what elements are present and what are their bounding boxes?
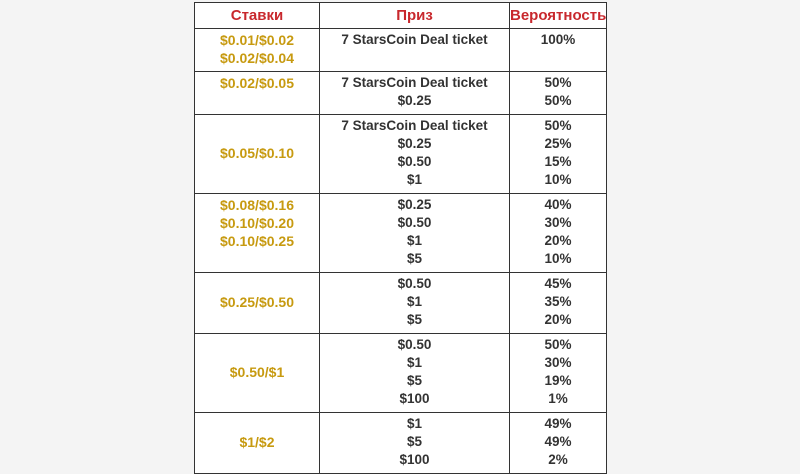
probability-value: 100% — [540, 32, 576, 47]
probability-value: 30% — [544, 215, 572, 230]
probability-cell — [510, 194, 607, 273]
probability-value: 49% — [544, 416, 572, 431]
stakes-cell — [195, 115, 320, 194]
header-stakes: Ставки — [195, 3, 320, 29]
table-row — [195, 334, 607, 413]
probability-value: 50% — [544, 118, 572, 133]
stake-value: $0.50/$1 — [229, 364, 285, 380]
table-row — [195, 29, 607, 72]
prize-value: $5 — [406, 434, 423, 449]
stake-value: $0.02/$0.05 — [220, 75, 294, 91]
prize-cell — [320, 334, 510, 413]
probability-cell — [510, 334, 607, 413]
probability-value: 50% — [544, 93, 572, 108]
prize-value: $0.50 — [397, 215, 432, 230]
probability-value: 30% — [544, 355, 572, 370]
stakes-cell — [195, 413, 320, 474]
stakes-cell — [195, 72, 320, 115]
prize-value: $5 — [406, 312, 423, 327]
probability-value: 40% — [544, 197, 572, 212]
prize-value: $0.50 — [397, 154, 432, 169]
prize-value: $0.25 — [397, 136, 432, 151]
prize-value: $0.50 — [397, 337, 432, 352]
prize-value: $100 — [399, 452, 430, 467]
stake-value: $0.10/$0.25 — [220, 233, 294, 249]
stake-value: $0.08/$0.16 — [220, 197, 294, 213]
probability-value: 20% — [544, 312, 572, 327]
prize-table — [194, 2, 607, 474]
probability-value: 2% — [548, 452, 568, 467]
prize-value: 7 StarsCoin Deal ticket — [341, 32, 488, 47]
table-row — [195, 194, 607, 273]
header-prize: Приз — [320, 3, 510, 29]
stake-value: $0.05/$0.10 — [220, 145, 294, 161]
probability-value: 15% — [544, 154, 572, 169]
stakes-cell — [195, 29, 320, 72]
prize-cell — [320, 413, 510, 474]
stakes-cell — [195, 334, 320, 413]
probability-cell — [510, 413, 607, 474]
prize-value: 7 StarsCoin Deal ticket — [341, 118, 488, 133]
header-row — [195, 3, 607, 29]
prize-cell — [320, 72, 510, 115]
prize-value: $0.25 — [397, 93, 432, 108]
header-probability: Вероятность — [510, 3, 607, 29]
prize-cell — [320, 273, 510, 334]
probability-cell — [510, 72, 607, 115]
prize-cell — [320, 194, 510, 273]
prize-value: $1 — [406, 355, 423, 370]
probability-value: 25% — [544, 136, 572, 151]
prize-value: $5 — [406, 373, 423, 388]
prize-value: 7 StarsCoin Deal ticket — [341, 75, 488, 90]
stake-value: $1/$2 — [239, 434, 275, 450]
prize-value: $1 — [406, 294, 423, 309]
probability-value: 35% — [544, 294, 572, 309]
prize-value: $100 — [399, 391, 430, 406]
probability-value: 50% — [544, 75, 572, 90]
probability-value: 10% — [544, 172, 572, 187]
probability-cell — [510, 273, 607, 334]
prize-value: $1 — [406, 416, 423, 431]
probability-cell — [510, 29, 607, 72]
probability-value: 45% — [544, 276, 572, 291]
table-row — [195, 413, 607, 474]
prize-cell — [320, 115, 510, 194]
table-row — [195, 72, 607, 115]
table-row — [195, 273, 607, 334]
stakes-cell — [195, 273, 320, 334]
prize-value: $0.50 — [397, 276, 432, 291]
probability-value: 20% — [544, 233, 572, 248]
probability-value: 49% — [544, 434, 572, 449]
stakes-cell — [195, 194, 320, 273]
prize-value: $0.25 — [397, 197, 432, 212]
stake-value: $0.25/$0.50 — [220, 294, 294, 310]
prize-value: $1 — [406, 172, 423, 187]
probability-value: 10% — [544, 251, 572, 266]
table-row — [195, 115, 607, 194]
probability-cell — [510, 115, 607, 194]
probability-value: 50% — [544, 337, 572, 352]
prize-value: $1 — [406, 233, 423, 248]
prize-value: $5 — [406, 251, 423, 266]
probability-value: 19% — [544, 373, 572, 388]
stake-value: $0.01/$0.02 — [220, 32, 294, 48]
probability-value: 1% — [548, 391, 568, 406]
prize-cell — [320, 29, 510, 72]
prize-table-container — [194, 2, 606, 474]
stake-value: $0.02/$0.04 — [220, 50, 294, 66]
stake-value: $0.10/$0.20 — [220, 215, 294, 231]
